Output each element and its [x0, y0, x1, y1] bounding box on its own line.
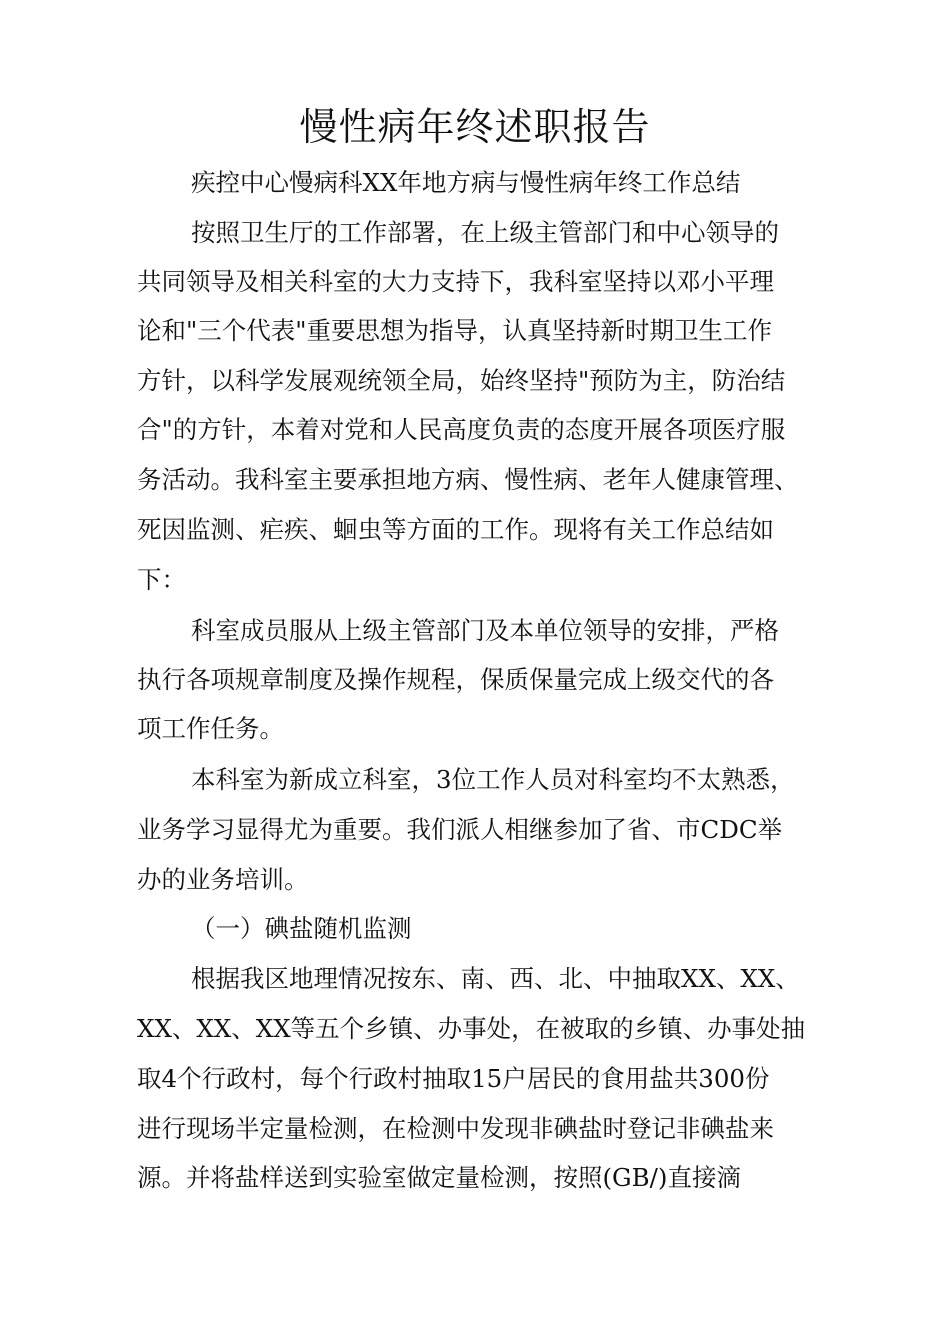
body-line: 论和"三个代表"重要思想为指导，认真坚持新时期卫生工作	[137, 316, 773, 345]
body-line: 下：	[137, 565, 186, 594]
document-title: 慢性病年终述职报告	[299, 105, 651, 149]
subtitle-line: 疾控中心慢病科XX年地方病与慢性病年终工作总结	[191, 168, 741, 197]
body-line: 务活动。我科室主要承担地方病、慢性病、老年人健康管理、	[137, 465, 799, 494]
body-line: 取4个行政村，每个行政村抽取15户居民的食用盐共300份	[137, 1064, 770, 1093]
body-line: XX、XX、XX等五个乡镇、办事处，在被取的乡镇、办事处抽	[137, 1014, 806, 1043]
section-heading: （一）碘盐随机监测	[191, 914, 412, 943]
body-line: 业务学习显得尤为重要。我们派人相继参加了省、市CDC举	[137, 815, 783, 844]
body-line: 共同领导及相关科室的大力支持下，我科室坚持以邓小平理	[137, 267, 774, 296]
body-line: 办的业务培训。	[137, 865, 309, 894]
body-line: 科室成员服从上级主管部门及本单位领导的安排，严格	[191, 616, 779, 645]
body-line: 方针，以科学发展观统领全局，始终坚持"预防为主，防治结	[137, 366, 786, 395]
body-line: 合"的方针，本着对党和人民高度负责的态度开展各项医疗服	[137, 415, 786, 444]
body-line: 进行现场半定量检测，在检测中发现非碘盐时登记非碘盐来	[137, 1114, 774, 1143]
body-line: 执行各项规章制度及操作规程，保质保量完成上级交代的各	[137, 665, 774, 694]
body-line: 根据我区地理情况按东、南、西、北、中抽取XX、XX、	[191, 964, 800, 993]
body-line: 死因监测、疟疾、蛔虫等方面的工作。现将有关工作总结如	[137, 515, 774, 544]
body-line: 项工作任务。	[137, 714, 284, 743]
body-line: 按照卫生厅的工作部署，在上级主管部门和中心领导的	[191, 218, 779, 247]
body-line: 本科室为新成立科室，3位工作人员对科室均不太熟悉，	[191, 765, 795, 794]
body-line: 源。并将盐样送到实验室做定量检测，按照(GB/)直接滴	[137, 1163, 741, 1192]
